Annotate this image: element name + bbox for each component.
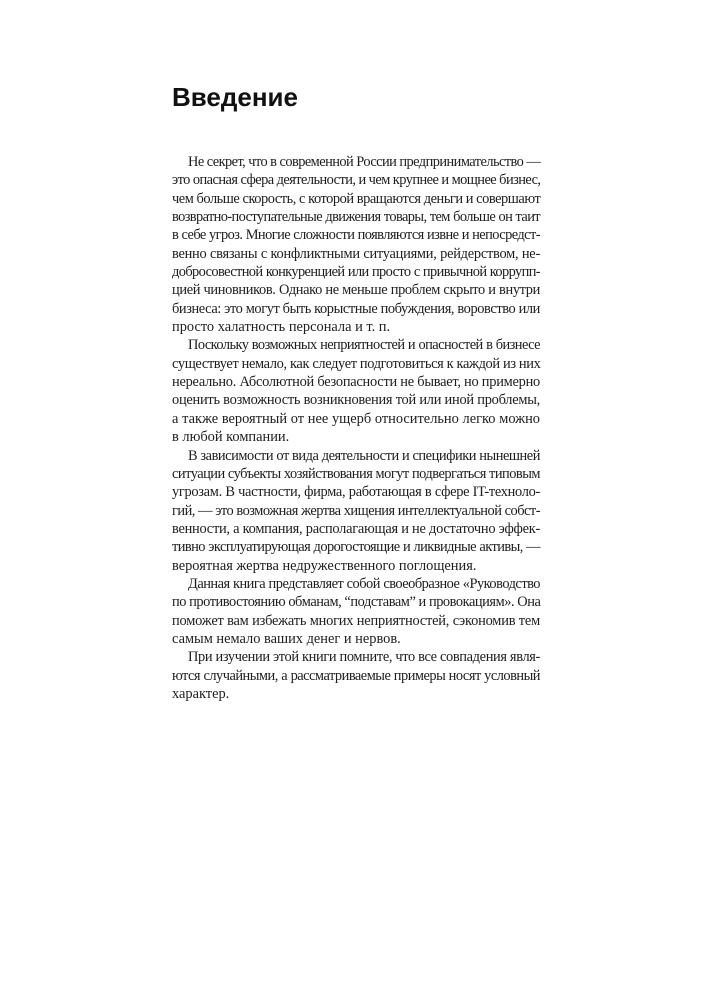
text-line: просто халатность персонала и т. п. — [172, 319, 391, 336]
text-line: нереально. Абсолютной безопасности не бывает, но примерно — [172, 374, 540, 391]
text-line: самым немало ваших денег и нервов. — [172, 630, 401, 647]
text-line: Данная книга представляет собой своеобразное «Руководство — [188, 575, 540, 592]
paragraph — [172, 648, 540, 703]
body-text — [172, 153, 540, 703]
paragraph — [172, 153, 540, 336]
text-line: вероятная жертва недружественного поглощения. — [172, 557, 477, 574]
text-line: гий, — это возможная жертва хищения интеллектуальной собст- — [172, 502, 540, 519]
text-line: существует немало, как следует подготовиться к каждой из них — [172, 355, 541, 372]
text-line: При изучении этой книги помните, что все совпадения явля- — [188, 649, 540, 666]
text-line: чем больше скорость, с которой вращаются деньги и совершают — [172, 190, 541, 207]
paragraph — [172, 575, 540, 648]
text-line: цией чиновников. Однако не меньше проблем скрыто и внутри — [172, 282, 540, 299]
text-line: В зависимости от вида деятельности и специфики нынешней — [188, 447, 540, 464]
text-line: в себе угроз. Многие сложности появляются извне и непосредст- — [172, 227, 540, 244]
text-line: Поскольку возможных неприятностей и опасностей в бизнесе — [188, 337, 540, 354]
text-line: ситуации субъекты хозяйствования могут подвергаться типовым — [172, 465, 540, 482]
text-line: характер. — [172, 685, 230, 702]
text-line: угрозам. В частности, фирма, работающая в сфере IT-техноло- — [172, 484, 540, 501]
text-line: тивно эксплуатирующая дорогостоящие и ликвидные активы, — — [172, 539, 540, 556]
text-line: венности, а компания, располагающая и не достаточно эффек- — [172, 520, 540, 537]
text-line: бизнеса: это могут быть корыстные побуждения, воровство или — [172, 300, 540, 317]
text-line: по противостоянию обманам, “подставам” и провокациям». Она — [172, 594, 541, 611]
text-line: а также вероятный от нее ущерб относительно легко можно — [172, 410, 540, 427]
text-line: венно связаны с конфликтными ситуациями, рейдерством, не- — [172, 245, 540, 262]
chapter-heading: Введение — [172, 82, 298, 112]
text-line: Не секрет, что в современной России предпринимательство — — [188, 154, 541, 170]
text-line: это опасная сфера деятельности, и чем крупнее и мощнее бизнес, — [172, 172, 541, 189]
text-line: добросовестной конкуренцией или просто с привычной коррупп- — [172, 264, 540, 281]
paragraph — [172, 447, 540, 575]
text-line: в любой компании. — [172, 429, 290, 446]
text-line: поможет вам избежать многих неприятностей, сэкономив тем — [172, 612, 540, 629]
text-line: ются случайными, а рассматриваемые примеры носят условный — [172, 667, 540, 684]
text-line: возвратно-поступательные движения товары, тем больше он таит — [172, 209, 540, 226]
paragraph — [172, 336, 540, 446]
text-line: оценить возможность возникновения той или иной проблемы, — [172, 392, 540, 409]
